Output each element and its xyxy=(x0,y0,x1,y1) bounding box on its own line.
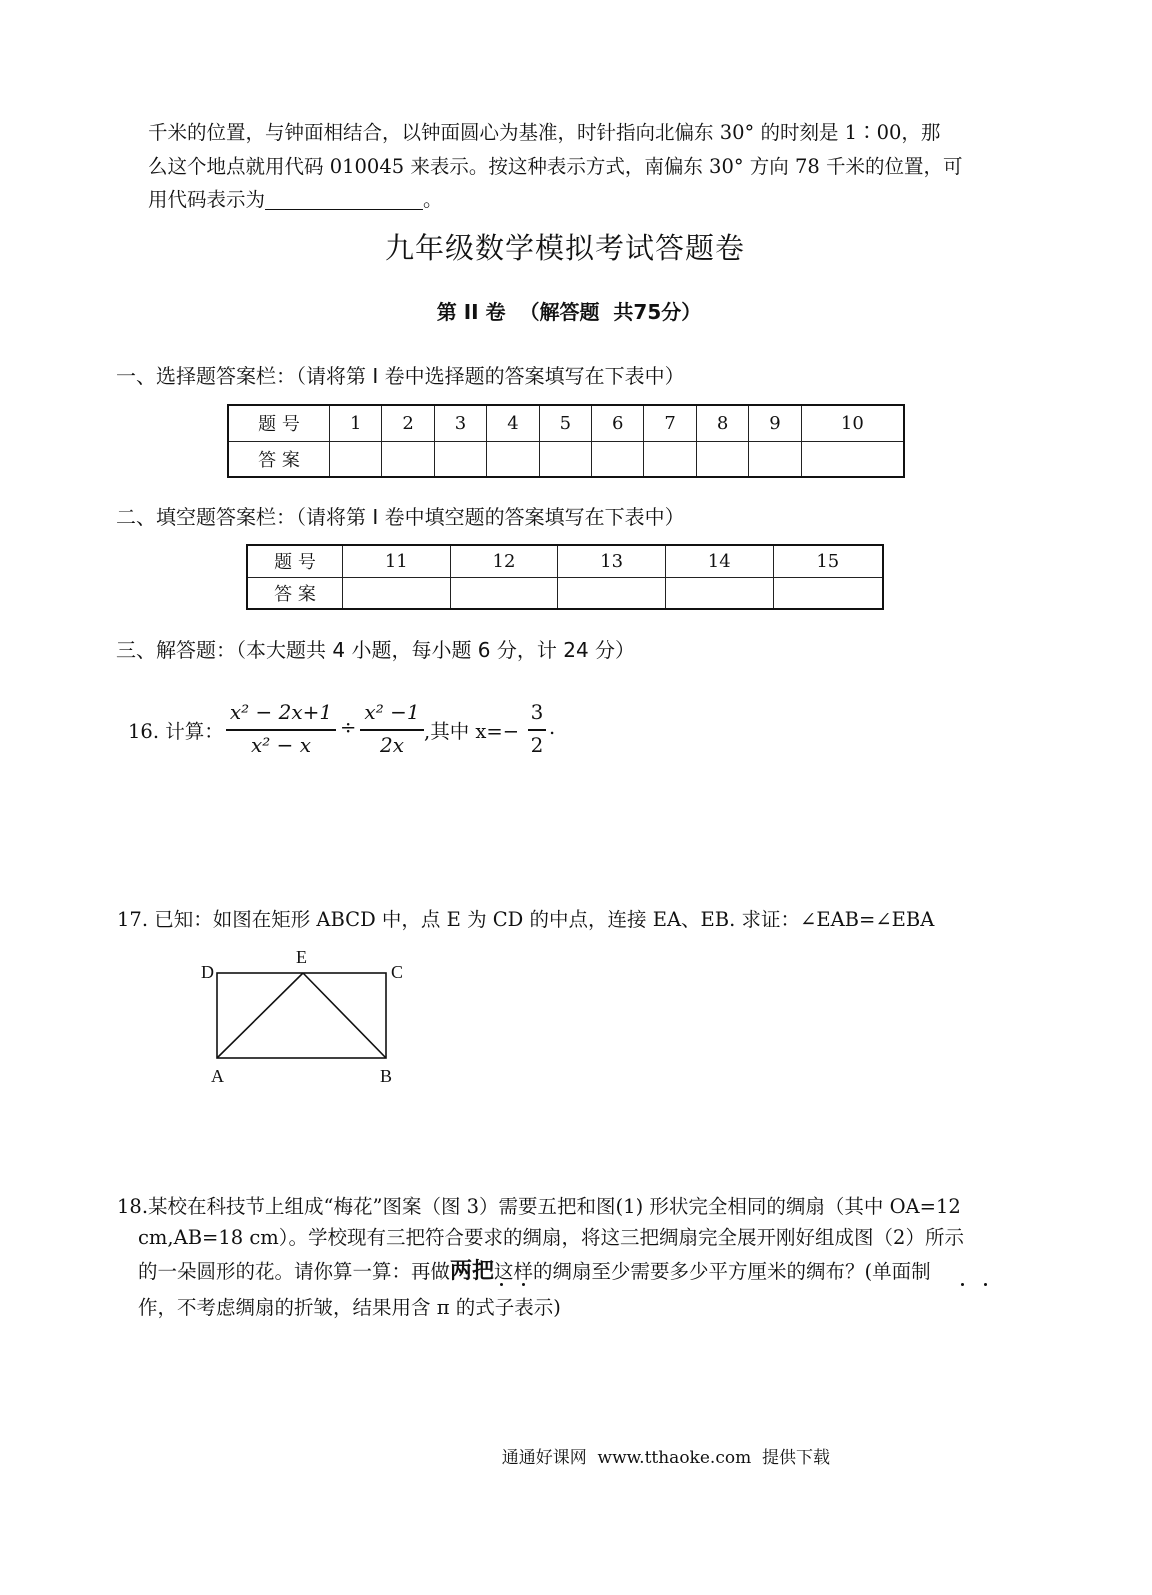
q16-fraction3-denominator: 2 xyxy=(530,733,544,757)
q18-line-3-text: 的一朵圆形的花。请你算一算：再做 xyxy=(138,1260,451,1283)
footer-credit: 通通好课网 www.tthaoke.com 提供下载 xyxy=(501,1448,830,1468)
intro-line-2: 么这个地点就用代码 010045 来表示。按这种表示方式，南偏东 30° 方向 78 千米的位置，可 xyxy=(148,155,963,178)
q18-line-3-rest: 这样的绸扇至少需要多少平方厘米的绸布？(单面制 xyxy=(494,1260,931,1283)
table-row-numbers xyxy=(247,545,883,577)
cell-number: 2 xyxy=(382,405,434,441)
cell-number: 7 xyxy=(644,405,696,441)
q16-fraction2-bar xyxy=(360,729,424,731)
answer-cell[interactable] xyxy=(665,577,773,609)
cell-number: 14 xyxy=(665,545,773,577)
cell-number: 11 xyxy=(343,545,451,577)
segment-ea xyxy=(217,973,303,1058)
answer-cell[interactable] xyxy=(749,441,801,477)
label-e: E xyxy=(296,947,307,967)
intro-line-3-end: 。 xyxy=(423,188,443,211)
cell-number: 3 xyxy=(434,405,486,441)
answer-cell[interactable] xyxy=(592,441,644,477)
label-b: B xyxy=(380,1066,393,1086)
row-label-number: 题 号 xyxy=(247,545,343,577)
q16-divide: ÷ xyxy=(340,716,357,739)
answer-cell[interactable] xyxy=(343,577,451,609)
emphasis-dot xyxy=(984,1283,987,1286)
answer-cell[interactable] xyxy=(558,577,666,609)
q16-prefix: 16. 计算： xyxy=(128,720,224,743)
cell-number: 8 xyxy=(696,405,748,441)
answer-cell[interactable] xyxy=(330,441,382,477)
emphasis-dot xyxy=(522,1283,525,1286)
q16-condition: ,其中 x=− xyxy=(424,720,520,743)
cell-number: 10 xyxy=(801,405,904,441)
emphasis-dot xyxy=(961,1283,964,1286)
q16-fraction3-bar xyxy=(528,729,546,731)
q16-fraction2-numerator: x² −1 xyxy=(364,700,420,724)
answer-cell[interactable] xyxy=(801,441,904,477)
answer-cell[interactable] xyxy=(644,441,696,477)
intro-line-1: 千米的位置，与钟面相结合，以钟面圆心为基准，时针指向北偏东 30° 的时刻是 1∶00，那 xyxy=(148,121,941,144)
answer-cell[interactable] xyxy=(539,441,591,477)
emphasis-dot xyxy=(500,1283,503,1286)
section3-heading: 三、解答题：（本大题共 4 小题，每小题 6 分，计 24 分） xyxy=(116,638,636,662)
q16-fraction1-denominator: x² − x xyxy=(250,733,312,757)
table-row-answers xyxy=(247,577,883,609)
cell-number: 13 xyxy=(558,545,666,577)
intro-line-3-text: 用代码表示为 xyxy=(148,188,266,211)
row-label-answer: 答 案 xyxy=(228,441,330,477)
cell-number: 6 xyxy=(592,405,644,441)
choice-answer-table xyxy=(227,404,905,478)
answer-blank[interactable] xyxy=(265,187,423,210)
cell-number: 1 xyxy=(330,405,382,441)
q16-fraction2-denominator: 2x xyxy=(379,733,404,757)
q18-emphasis: 两把 xyxy=(450,1258,495,1284)
answer-cell[interactable] xyxy=(382,441,434,477)
section2-heading: 二、填空题答案栏：（请将第 I 卷中填空题的答案填写在下表中） xyxy=(116,505,685,529)
q18-line-3 xyxy=(138,1254,931,1289)
fill-answer-table xyxy=(246,544,884,610)
page-title: 九年级数学模拟考试答题卷 xyxy=(384,231,745,265)
rectangle-abcd xyxy=(217,973,386,1058)
cell-number: 12 xyxy=(450,545,558,577)
intro-line-3 xyxy=(148,183,443,217)
table-row-answers xyxy=(228,441,904,477)
q17-text: 17. 已知：如图在矩形 ABCD 中，点 E 为 CD 的中点，连接 EA、EB. 求证：∠EAB=∠EBA xyxy=(117,908,935,931)
cell-number: 4 xyxy=(487,405,539,441)
answer-cell[interactable] xyxy=(773,577,883,609)
q16-end: . xyxy=(549,716,556,739)
table-row-numbers xyxy=(228,405,904,441)
label-c: C xyxy=(391,962,404,982)
label-a: A xyxy=(211,1066,224,1086)
label-d: D xyxy=(201,962,214,982)
q18-line-4: 作，不考虑绸扇的折皱，结果用含 π 的式子表示) xyxy=(138,1296,561,1319)
answer-cell[interactable] xyxy=(487,441,539,477)
answer-cell[interactable] xyxy=(434,441,486,477)
cell-number: 15 xyxy=(773,545,883,577)
q18-line-1: 18.某校在科技节上组成“梅花”图案（图 3）需要五把和图(1) 形状完全相同的绸扇（其中 OA=12 xyxy=(117,1195,961,1218)
q18-line-2: cm,AB=18 cm）。学校现有三把符合要求的绸扇，将这三把绸扇完全展开刚好组成图（2）所示 xyxy=(138,1226,964,1249)
answer-cell[interactable] xyxy=(696,441,748,477)
section1-heading: 一、选择题答案栏：（请将第 I 卷中选择题的答案填写在下表中） xyxy=(116,364,685,388)
row-label-number: 题 号 xyxy=(228,405,330,441)
segment-eb xyxy=(303,973,386,1058)
q16-fraction1-numerator: x² − 2x+1 xyxy=(229,700,333,724)
cell-number: 5 xyxy=(539,405,591,441)
q16-fraction3-numerator: 3 xyxy=(530,700,544,724)
q17-rectangle-figure xyxy=(190,940,420,1090)
page-subtitle: 第 II 卷 （解答题 共75分） xyxy=(436,300,702,324)
q16-fraction1-bar xyxy=(226,729,336,731)
row-label-answer: 答 案 xyxy=(247,577,343,609)
answer-cell[interactable] xyxy=(450,577,558,609)
cell-number: 9 xyxy=(749,405,801,441)
